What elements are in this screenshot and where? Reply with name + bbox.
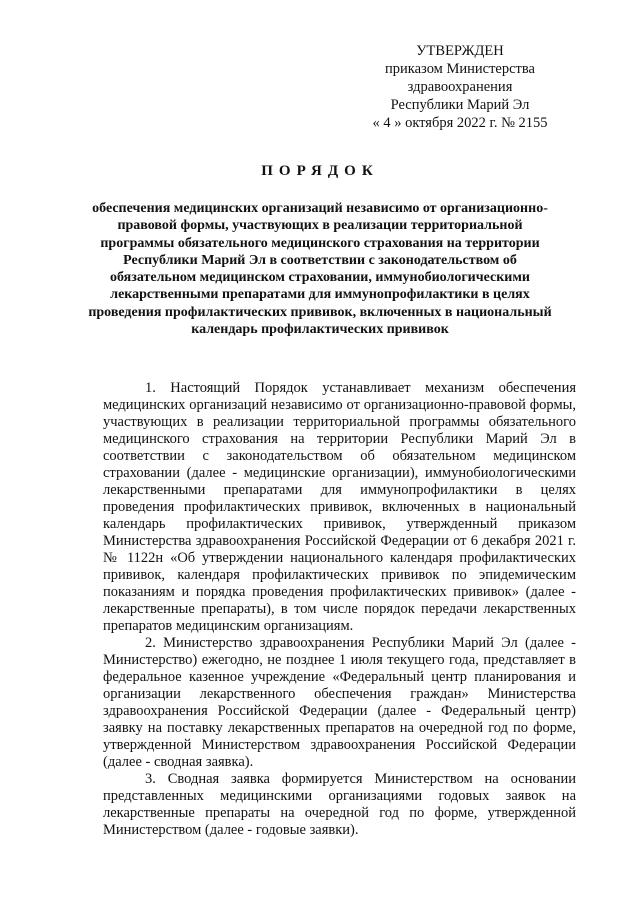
approval-date-number: « 4 » октября 2022 г. № 2155 [372,115,548,131]
approval-ministry-line: здравоохранения [407,79,513,95]
approval-stamp [340,42,580,132]
paragraph-3: 3. Сводная заявка формируется Министерством на основании представленных медицинскими организациями годовых заявок на лекарственные препараты на очередной год по форме, утвержденной Министерством (далее - годовые заявки). [103,771,576,838]
document-subtitle: обеспечения медицинских организаций независимо от организационно-правовой формы, участвующих в реализации территориальной программы обязательного медицинского страхования на территории Республики Марий Эл в соответствии с законодательством об обязательном медицинском страховании, иммунобиологическими лекарственными препаратами для иммунопрофилактики в целях проведения профилактических прививок, включенных в национальный календарь профилактических прививок [88,201,552,338]
paragraph-1: 1. Настоящий Порядок устанавливает механизм обеспечения медицинских организаций независимо от организационно-правовой формы, участвующих в реализации территориальной программы обязательного медицинского страхования на территории Республики Марий Эл в соответствии с законодательством об обязательном медицинском страховании (далее - медицинские организации), иммунобиологическими лекарственными препаратами для иммунопрофилактики в целях проведения профилактических прививок, включенных в национальный календарь профилактических прививок, утвержденный приказом Министерства здравоохранения Российской Федерации от 6 декабря 2021 г. № 1122н «Об утверждении национального календаря профилактических прививок, календаря профилактических прививок по эпидемическим показаниям и порядка проведения профилактических прививок» (далее - лекарственные препараты), в том числе порядок передачи лекарственных препаратов медицинским организациям. [103,380,576,634]
document-body [103,380,576,839]
paragraph-2: 2. Министерство здравоохранения Республики Марий Эл (далее - Министерство) ежегодно, не позднее 1 июля текущего года, представляет в федеральное казенное учреждение «Федеральный центр планирования и организации лекарственного обеспечения граждан» Министерства здравоохранения Российской Федерации (далее - Федеральный центр) заявку на поставку лекарственных препаратов на очередной год по форме, утвержденной Министерством здравоохранения Российской Федерации (далее - сводная заявка). [103,635,576,770]
approval-title: УТВЕРЖДЕН [416,43,504,59]
document-heading: ПОРЯДОК [261,163,379,179]
approval-order-line: приказом Министерства [385,61,535,77]
approval-republic-line: Республики Марий Эл [390,97,530,113]
